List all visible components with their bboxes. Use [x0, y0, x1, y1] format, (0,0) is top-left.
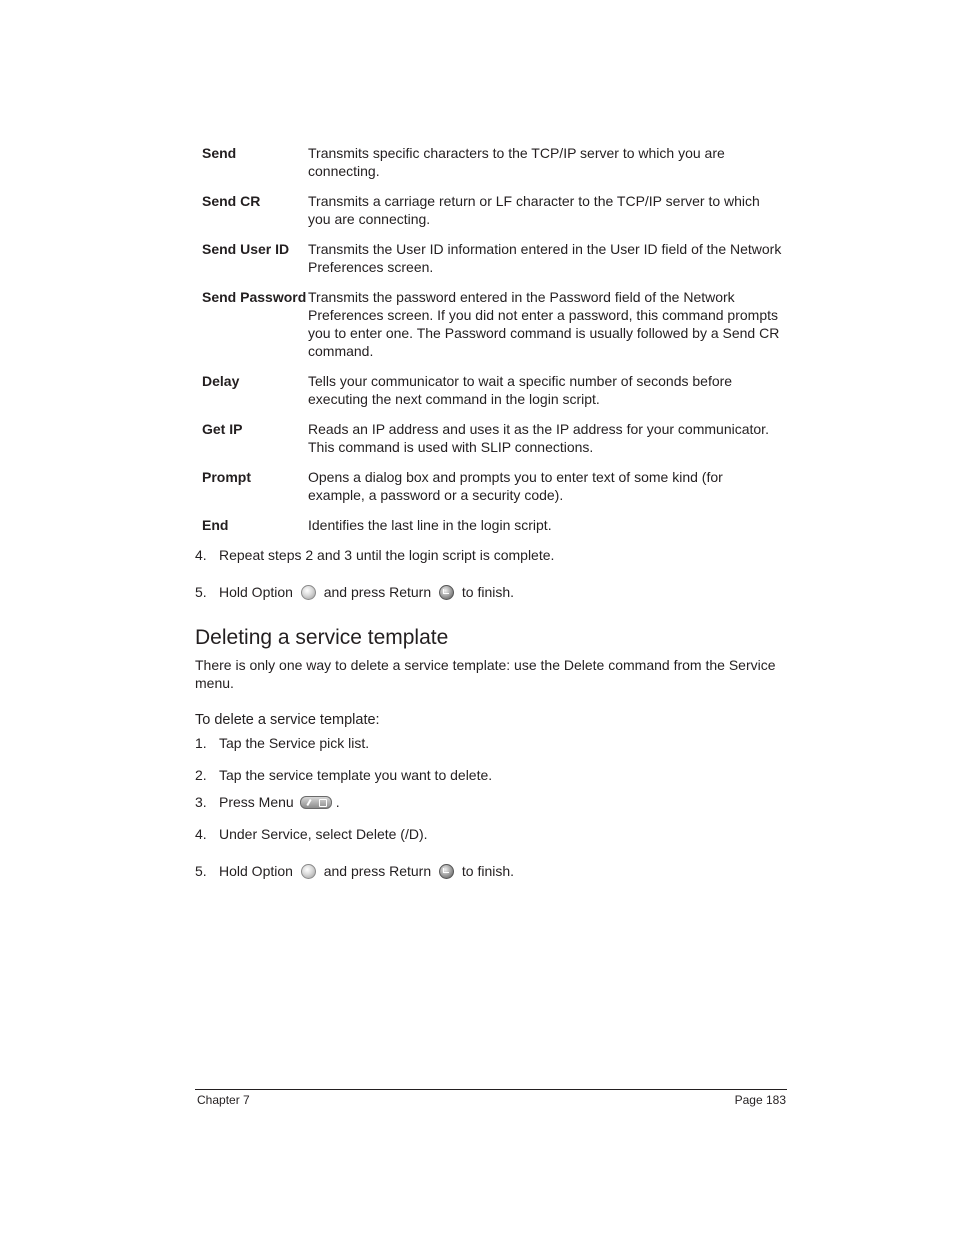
command-name: Delay	[202, 373, 240, 389]
step-number: 3.	[195, 794, 207, 810]
step-finish-delete	[195, 862, 785, 880]
step-text: Hold Option	[219, 863, 293, 879]
command-row-get-ip	[202, 420, 782, 456]
command-row-end	[202, 516, 782, 534]
footer-chapter: Chapter 7	[197, 1093, 250, 1107]
step-text: Press Menu	[219, 794, 294, 810]
step-repeat	[195, 546, 785, 564]
step-select-delete	[195, 825, 785, 843]
step-tap-template	[195, 766, 785, 784]
procedure-subheading: To delete a service template:	[195, 712, 380, 728]
step-text: and press Return	[323, 863, 432, 879]
command-row-send-cr	[202, 192, 782, 228]
command-row-send	[202, 144, 782, 180]
step-press-menu	[195, 793, 785, 811]
step-text: Hold Option	[219, 584, 293, 600]
section-intro: There is only one way to delete a service template: use the Delete command from the Service menu.	[195, 657, 776, 691]
command-row-prompt	[202, 468, 782, 504]
step-number: 4.	[195, 826, 207, 842]
command-name: Send	[202, 145, 237, 161]
command-description: Transmits the User ID information entered in the User ID field of the Network Preferences screen.	[308, 241, 782, 275]
step-finish-script	[195, 583, 785, 601]
step-number: 4.	[195, 547, 207, 563]
command-name: End	[202, 517, 229, 533]
command-row-send-user-id	[202, 240, 782, 276]
command-name: Send Password	[202, 289, 307, 305]
command-description: Transmits specific characters to the TCP/IP server to which you are connecting.	[308, 145, 725, 179]
step-text: Tap the service template you want to delete.	[219, 767, 493, 783]
command-description: Opens a dialog box and prompts you to enter text of some kind (for example, a password or a security code).	[308, 469, 723, 503]
command-table	[202, 144, 782, 546]
command-description: Transmits the password entered in the Password field of the Network Preferences screen. If you did not enter a password, this command prompts you to enter one. The Password command is usually followed by a Send CR command.	[308, 289, 780, 359]
command-row-delay	[202, 372, 782, 408]
step-text: to finish.	[461, 584, 515, 600]
step-text: Repeat steps 2 and 3 until the login script is complete.	[219, 547, 555, 563]
command-name: Get IP	[202, 421, 243, 437]
step-number: 5.	[195, 584, 207, 600]
section-heading: Deleting a service template	[195, 626, 449, 649]
command-name: Send User ID	[202, 241, 290, 257]
command-description: Reads an IP address and uses it as the IP address for your communicator. This command is used with SLIP connections.	[308, 421, 769, 455]
step-tap-pick-list	[195, 734, 785, 752]
command-description: Transmits a carriage return or LF character to the TCP/IP server to which you are connecting.	[308, 193, 760, 227]
step-number: 5.	[195, 863, 207, 879]
option-key-icon	[301, 864, 316, 879]
step-text: and press Return	[323, 584, 432, 600]
command-name: Prompt	[202, 469, 251, 485]
step-number: 1.	[195, 735, 207, 751]
footer-page-number: Page 183	[734, 1093, 786, 1107]
step-text: .	[335, 794, 340, 810]
step-text: to finish.	[461, 863, 515, 879]
command-name: Send CR	[202, 193, 261, 209]
option-key-icon	[301, 585, 316, 600]
step-text: Tap the Service pick list.	[219, 735, 370, 751]
step-number: 2.	[195, 767, 207, 783]
return-key-icon	[439, 864, 454, 879]
command-description: Identifies the last line in the login script.	[308, 517, 552, 533]
return-key-icon	[439, 585, 454, 600]
menu-key-icon	[300, 796, 332, 809]
command-description: Tells your communicator to wait a specific number of seconds before executing the next command in the login script.	[308, 373, 733, 407]
footer-divider	[195, 1089, 787, 1090]
command-row-send-password	[202, 288, 782, 360]
step-text: Under Service, select Delete (/D).	[219, 826, 428, 842]
